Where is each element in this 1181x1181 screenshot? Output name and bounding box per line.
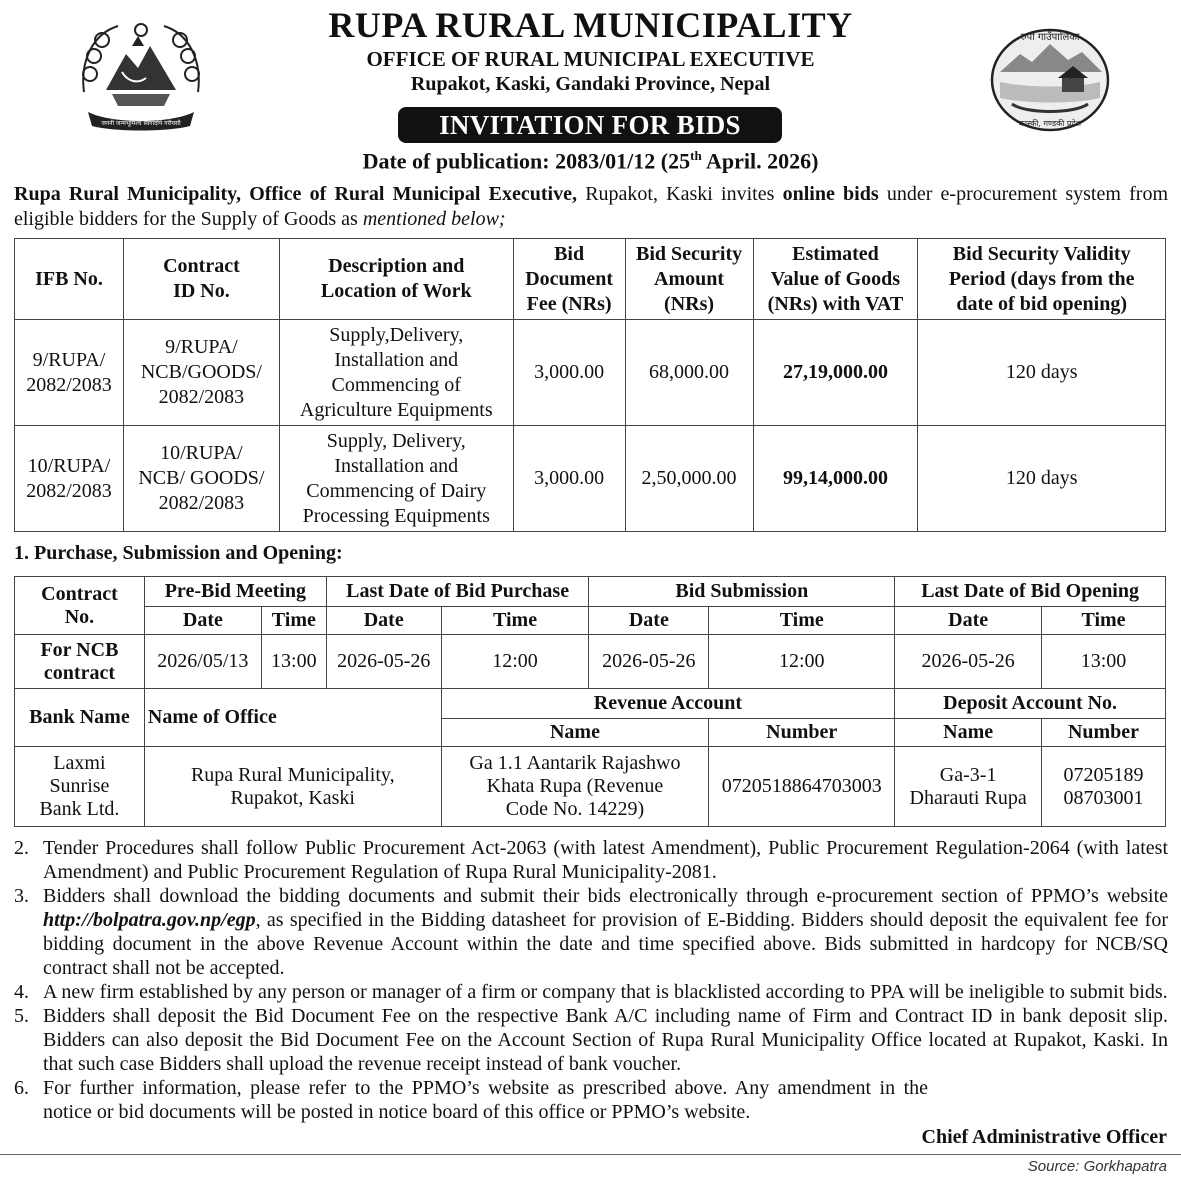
cid-a: 10/RUPA/	[160, 442, 243, 464]
row-label-a: For NCB	[40, 638, 119, 661]
header-ifb	[15, 239, 124, 320]
notes-list	[14, 836, 1168, 1124]
header-security	[625, 239, 753, 320]
schedule-subheader-row	[15, 607, 1166, 635]
header-val-b: Period (days from the	[948, 267, 1135, 290]
header-desc-b: Location of Work	[320, 280, 472, 302]
note-text-pre: Bidders shall download the bidding documents and submit their bids electronically through e-procurement section of PPMO’s website	[43, 885, 1168, 907]
rupa-municipality-logo	[986, 22, 1114, 134]
office-address: Rupakot, Kaski, Gandaki Province, Nepal	[410, 73, 771, 95]
office-b: Rupakot, Kaski	[230, 786, 355, 809]
cid-a: 9/RUPA/	[165, 336, 238, 358]
desc-c: Commencing of Dairy	[306, 479, 487, 502]
number-header: Number	[1042, 719, 1166, 747]
municipality-title: RUPA RURAL MUNICIPALITY	[328, 5, 853, 45]
ifb-cell	[15, 320, 124, 426]
bids-row	[15, 320, 1166, 426]
bottom-border	[0, 1154, 1181, 1155]
note-number: 3.	[14, 885, 29, 907]
desc-b: Installation and	[334, 348, 459, 371]
office-name-cell	[144, 747, 441, 827]
description-cell	[279, 320, 513, 426]
rev-name-a: Ga 1.1 Aantarik Rajashwo	[469, 752, 681, 774]
contract-b: No.	[64, 605, 95, 628]
bids-table	[14, 238, 1166, 532]
header-sec-c: (NRs)	[664, 292, 715, 315]
schedule-row	[15, 635, 1166, 689]
cid-c: 2082/2083	[158, 386, 245, 408]
bank-a: Laxmi	[53, 752, 106, 774]
prebid-time: 13:00	[261, 635, 326, 689]
date-header: Date	[589, 607, 709, 635]
header-sec-a: Bid Security	[635, 242, 743, 265]
header-val-a: Bid Security Validity	[952, 242, 1131, 265]
bids-header-row	[15, 239, 1166, 320]
rev-name-c: Code No. 14229)	[505, 798, 645, 820]
revenue-account-header: Revenue Account	[441, 689, 895, 719]
desc-a: Supply, Delivery,	[326, 429, 466, 452]
header-sec-b: Amount	[654, 267, 725, 290]
ifb-cell	[15, 426, 124, 532]
rev-name-b: Khata Rupa (Revenue	[486, 775, 664, 797]
bank-c: Bank Ltd.	[39, 798, 120, 820]
number-header: Number	[709, 719, 895, 747]
intro-paragraph	[14, 182, 1168, 232]
contract-a: Contract	[41, 582, 118, 605]
accounts-row	[15, 747, 1166, 827]
opening-time: 13:00	[1042, 635, 1166, 689]
note-text	[43, 884, 1168, 980]
purchase-time: 12:00	[441, 635, 589, 689]
schedule-table	[14, 576, 1166, 827]
header-validity	[918, 239, 1166, 320]
dep-number-a: 07205189	[1063, 763, 1144, 786]
section-purchase-heading: 1. Purchase, Submission and Opening:	[14, 542, 343, 564]
submission-header: Bid Submission	[589, 577, 895, 607]
note-text: Tender Procedures shall follow Public Procurement Act-2063 (with latest Amendment), Public Procurement Regulation-2064 (with latest Amendment) and Public Procurement Regulation of Rupa Rural Municipality-2081.	[43, 837, 1168, 883]
header-contract-id	[123, 239, 279, 320]
submission-time: 12:00	[709, 635, 895, 689]
submission-date: 2026-05-26	[589, 635, 709, 689]
desc-b: Installation and	[334, 454, 459, 477]
intro-text-1: Rupakot, Kaski invites	[576, 183, 783, 205]
estimate-cell: 99,14,000.00	[753, 426, 918, 532]
note-number: 6.	[14, 1077, 29, 1099]
dep-name-a: Ga-3-1	[939, 763, 997, 786]
contract-id-cell	[123, 426, 279, 532]
header-ifb-label: IFB No.	[35, 267, 103, 290]
time-header: Time	[441, 607, 589, 635]
bank-b: Sunrise	[49, 775, 110, 797]
purchase-header: Last Date of Bid Purchase	[326, 577, 589, 607]
header-fee-c: Fee (NRs)	[526, 292, 612, 315]
office-name-header: Name of Office	[144, 689, 441, 747]
desc-a: Supply,Delivery,	[329, 323, 464, 346]
note-item	[14, 1004, 1168, 1076]
intro-bold-1: Rupa Rural Municipality, Office of Rural Municipal Executive,	[14, 183, 577, 205]
purchase-date: 2026-05-26	[326, 635, 441, 689]
header-doc-fee	[513, 239, 625, 320]
header-est-b: Value of Goods	[770, 267, 901, 290]
date-header: Date	[144, 607, 261, 635]
office-a: Rupa Rural Municipality,	[190, 763, 395, 786]
right-emblem-bottom-text: कास्की, गण्डकी प्रदेश	[1018, 119, 1082, 128]
schedule-contract-header	[15, 577, 145, 635]
deposit-account-header: Deposit Account No.	[895, 689, 1166, 719]
notice-header	[0, 0, 1181, 180]
fee-cell: 3,000.00	[513, 320, 625, 426]
security-cell: 2,50,000.00	[625, 426, 753, 532]
pub-suffix: April. 2026)	[701, 148, 819, 174]
date-header: Date	[326, 607, 441, 635]
header-contract-b: ID No.	[173, 280, 230, 302]
pub-prefix: Date of publication: 2083/01/12 (25	[362, 148, 691, 174]
fee-cell: 3,000.00	[513, 426, 625, 532]
ifb-b: 2082/2083	[26, 479, 112, 502]
ifb-a: 10/RUPA/	[27, 454, 111, 477]
intro-italic: mentioned below;	[362, 208, 506, 230]
bank-name-header: Bank Name	[15, 689, 145, 747]
dep-name-b: Dharauti Rupa	[909, 786, 1027, 809]
note-item	[14, 884, 1168, 980]
note-text-post: , as specified in the Bidding datasheet for provision of E-Bidding. Bidders should deposit the equivalent fee for bidding document in the above Revenue Account within the date and time specified above. Bids submitted in hardcopy for NCB/SQ contract shall not be accepted.	[43, 909, 1168, 979]
opening-header: Last Date of Bid Opening	[895, 577, 1166, 607]
dep-number-b: 08703001	[1063, 786, 1144, 809]
header-estimate	[753, 239, 918, 320]
signoff: Chief Administrative Officer	[921, 1126, 1167, 1148]
note-item	[14, 1076, 1168, 1124]
contract-id-cell	[123, 320, 279, 426]
right-emblem-top-text: रुपा गाउँपालिका	[1020, 32, 1080, 43]
deposit-number-cell	[1042, 747, 1166, 827]
intro-text-2: under e-procurement system from eligible bidders for the Supply of Goods as	[14, 183, 1169, 230]
ifb-a: 9/RUPA/	[32, 348, 106, 371]
intro-bold-2: online bids	[782, 183, 879, 205]
time-header: Time	[261, 607, 326, 635]
desc-d: Agriculture Equipments	[299, 398, 493, 421]
description-cell	[279, 426, 513, 532]
note-text: For further information, please refer to the PPMO’s website as prescribed above. Any amendment in the notice or bid documents will be posted in notice board of this office or PPMO’s website.	[43, 1077, 928, 1123]
revenue-name-cell	[441, 747, 709, 827]
name-header: Name	[895, 719, 1042, 747]
date-header: Date	[895, 607, 1042, 635]
header-contract-a: Contract	[163, 255, 240, 277]
publication-date	[0, 148, 1181, 174]
validity-cell: 120 days	[918, 320, 1166, 426]
note-item	[14, 980, 1168, 1004]
desc-c: Commencing of	[331, 373, 461, 396]
cid-c: 2082/2083	[158, 492, 245, 514]
header-val-c: date of bid opening)	[956, 292, 1127, 315]
office-title: OFFICE OF RURAL MUNICIPAL EXECUTIVE	[366, 47, 815, 71]
note-text: Bidders shall deposit the Bid Document Fee on the respective Bank A/C including name of Firm and Contract ID in bank deposit slip. Bidders can also deposit the Bid Document Fee on the Account Section of Rupa Rural Municipality Office located at Rupakot, Kaski. In that such case Bidders shall upload the revenue receipt instead of bank voucher.	[43, 1005, 1168, 1075]
header-fee-b: Document	[525, 267, 613, 290]
header-est-a: Estimated	[792, 242, 879, 265]
cid-b: NCB/GOODS/	[140, 361, 262, 383]
deposit-name-cell	[895, 747, 1042, 827]
note-text: A new firm established by any person or manager of a firm or company that is blacklisted according to PPA will be ineligible to submit bids.	[43, 981, 1168, 1003]
header-est-c: (NRs) with VAT	[767, 292, 904, 315]
prebid-header: Pre-Bid Meeting	[144, 577, 326, 607]
desc-d: Processing Equipments	[302, 504, 490, 527]
note-number: 4.	[14, 981, 29, 1003]
time-header: Time	[1042, 607, 1166, 635]
note-number: 5.	[14, 1005, 29, 1027]
name-header: Name	[441, 719, 709, 747]
bank-name-cell	[15, 747, 145, 827]
bids-row	[15, 426, 1166, 532]
ifb-b: 2082/2083	[26, 373, 112, 396]
note-item	[14, 836, 1168, 884]
row-label	[15, 635, 145, 689]
estimate-cell: 27,19,000.00	[753, 320, 918, 426]
cid-b: NCB/ GOODS/	[138, 467, 265, 489]
schedule-group-row	[15, 577, 1166, 607]
ppmo-link[interactable]: http://bolpatra.gov.np/egp	[43, 909, 256, 931]
left-emblem-motto: जननी जन्मभूमिश्च स्वर्गादपि गरीयसी	[101, 120, 181, 127]
pub-sup: th	[690, 148, 702, 163]
invitation-banner: INVITATION FOR BIDS	[398, 107, 782, 143]
source-credit: Source: Gorkhapatra	[1027, 1158, 1167, 1175]
row-label-b: contract	[43, 661, 115, 684]
validity-cell: 120 days	[918, 426, 1166, 532]
opening-date: 2026-05-26	[895, 635, 1042, 689]
prebid-date: 2026/05/13	[144, 635, 261, 689]
security-cell: 68,000.00	[625, 320, 753, 426]
header-desc-a: Description and	[328, 255, 465, 277]
accounts-group-row	[15, 689, 1166, 719]
note-number: 2.	[14, 837, 29, 859]
header-fee-a: Bid	[554, 242, 585, 265]
time-header: Time	[709, 607, 895, 635]
header-description	[279, 239, 513, 320]
revenue-number-cell: 0720518864703003	[709, 747, 895, 827]
